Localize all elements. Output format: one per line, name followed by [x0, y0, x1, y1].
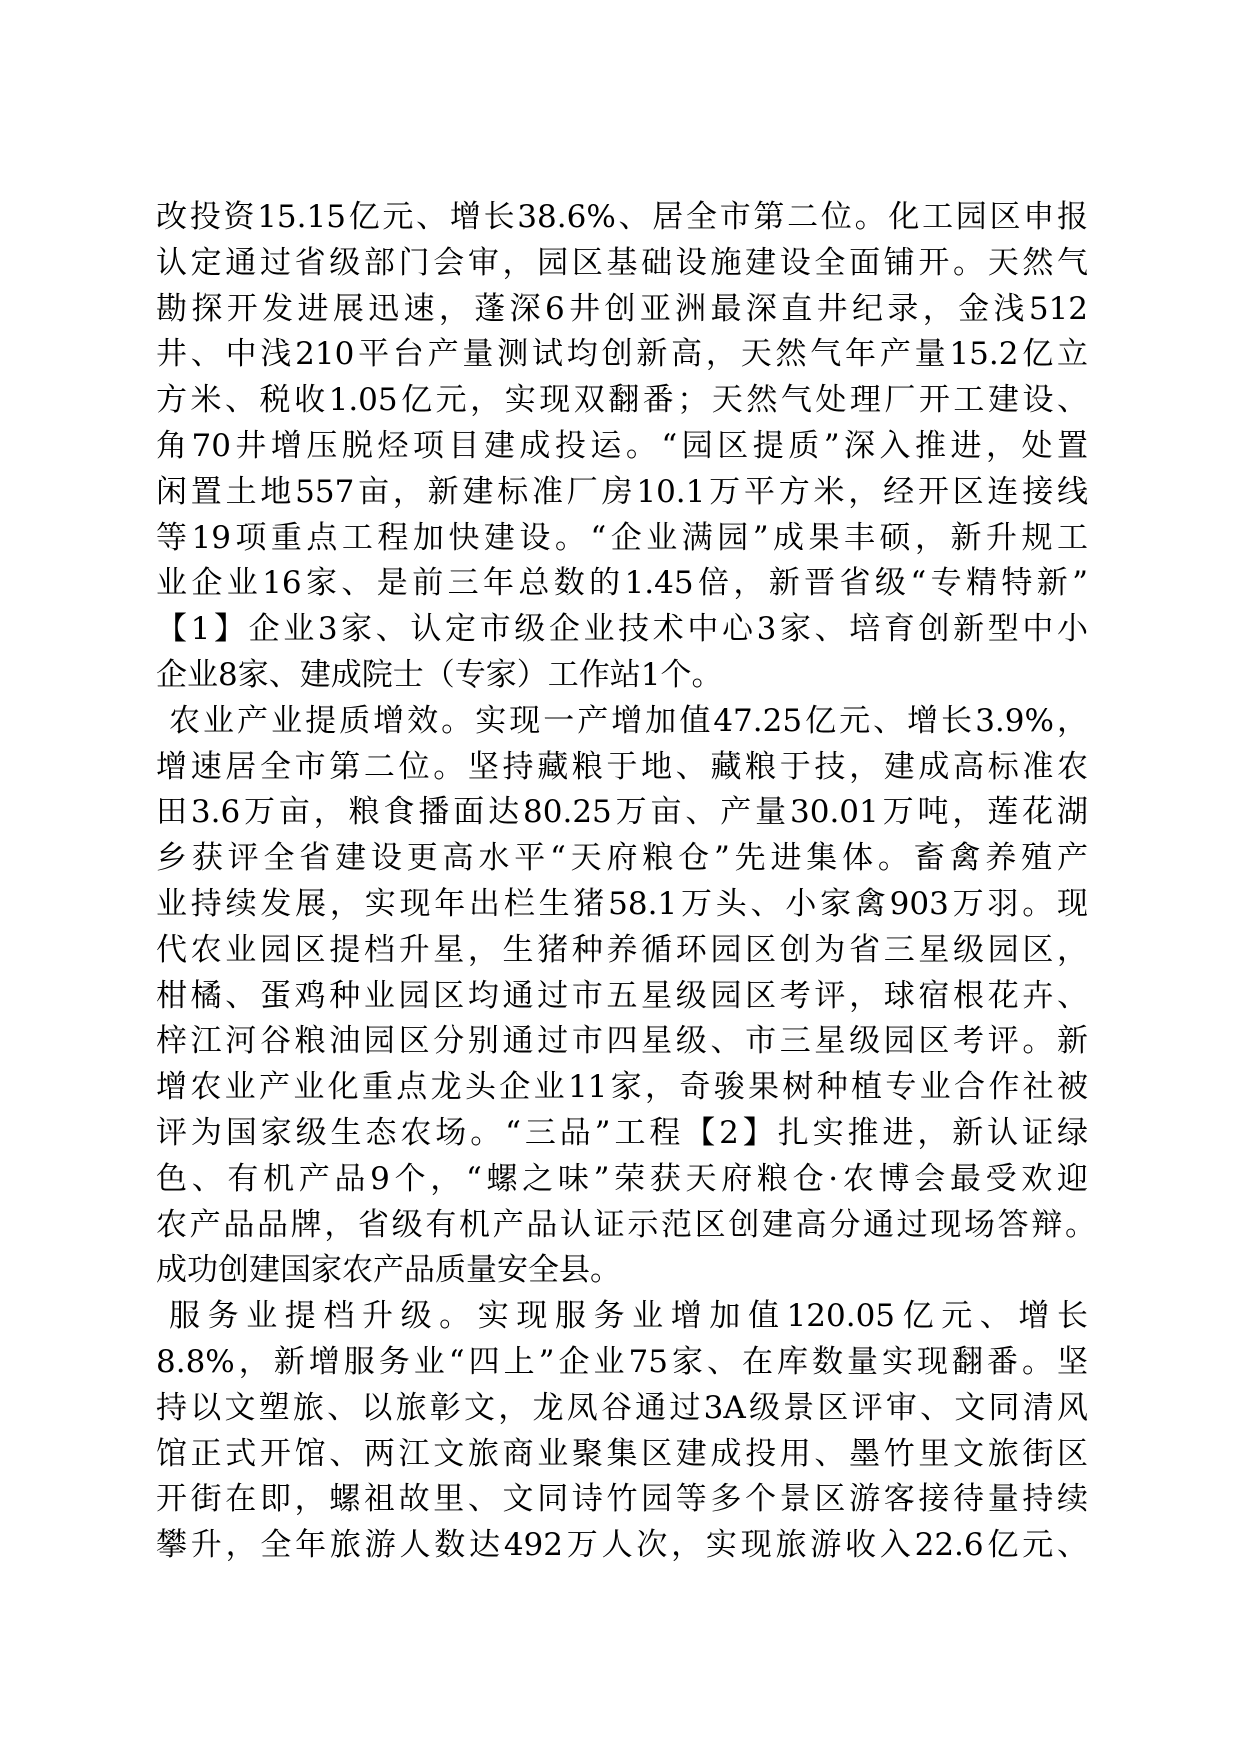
text-line: 农产品品牌，省级有机产品认证示范区创建高分通过现场答辩。 [156, 1206, 1096, 1243]
text-line: 攀升，全年旅游人数达492万人次，实现旅游收入22.6亿元、 [156, 1527, 1088, 1564]
text-line: 井、中浅210平台产量测试均创新高，天然气年产量15.2亿立 [156, 336, 1088, 373]
text-line: 等19项重点工程加快建设。“企业满园”成果丰硕，新升规工 [156, 519, 1088, 556]
text-line: 闲置土地557亩，新建标准厂房10.1万平方米，经开区连接线 [156, 473, 1088, 510]
text-line: 增速居全市第二位。坚持藏粮于地、藏粮于技，建成高标准农 [156, 748, 1088, 785]
text-line: 柑橘、蛋鸡种业园区均通过市五星级园区考评，球宿根花卉、 [156, 977, 1088, 1014]
body-text [156, 195, 1096, 1569]
text-line: 认定通过省级部门会审，园区基础设施建设全面铺开。天然气 [156, 244, 1088, 281]
section-heading-line: 农业产业提质增效。实现一产增加值47.25亿元、增长3.9%， [169, 702, 1088, 739]
text-line: 田3.6万亩，粮食播面达80.25万亩、产量30.01万吨，莲花湖 [156, 794, 1088, 831]
text-line: 评为国家级生态农场。“三品”工程【2】扎实推进，新认证绿 [156, 1114, 1088, 1151]
text-line: 梓江河谷粮油园区分别通过市四星级、市三星级园区考评。新 [156, 1023, 1088, 1060]
text-line: 8.8%，新增服务业“四上”企业75家、在库数量实现翻番。坚 [156, 1343, 1088, 1380]
text-line: 开街在即，螺祖故里、文同诗竹园等多个景区游客接待量持续 [156, 1481, 1088, 1518]
text-line: 乡获评全省建设更高水平“天府粮仓”先进集体。畜禽养殖产 [156, 840, 1088, 877]
text-line: 馆正式开馆、两江文旅商业聚集区建成投用、墨竹里文旅街区 [156, 1435, 1088, 1472]
text-line: 持以文塑旅、以旅彰文，龙凤谷通过3A级景区评审、文同清风 [156, 1389, 1088, 1426]
section-heading-line: 服务业提档升级。实现服务业增加值120.05亿元、增长 [169, 1298, 1088, 1335]
text-line: 【1】企业3家、认定市级企业技术中心3家、培育创新型中小 [156, 611, 1088, 648]
text-line: 成功创建国家农产品质量安全县。 [156, 1252, 621, 1289]
text-line: 代农业园区提档升星，生猪种养循环园区创为省三星级园区， [156, 931, 1088, 968]
text-line: 方米、税收1.05亿元，实现双翻番；天然气处理厂开工建设、 [156, 382, 1088, 419]
text-line: 勘探开发进展迅速，蓬深6井创亚洲最深直井纪录，金浅512 [156, 290, 1088, 327]
text-line: 业持续发展，实现年出栏生猪58.1万头、小家禽903万羽。现 [156, 885, 1088, 922]
text-line: 色、有机产品9个，“螺之味”荣获天府粮仓·农博会最受欢迎 [156, 1160, 1088, 1197]
text-line: 业企业16家、是前三年总数的1.45倍，新晋省级“专精特新” [156, 565, 1088, 602]
text-line: 企业8家、建成院士（专家）工作站1个。 [156, 656, 723, 693]
text-line: 增农业产业化重点龙头企业11家，奇骏果树种植专业合作社被 [156, 1069, 1088, 1106]
text-line: 改投资15.15亿元、增长38.6%、居全市第二位。化工园区申报 [156, 199, 1088, 235]
text-line: 角70井增压脱烃项目建成投运。“园区提质”深入推进，处置 [156, 427, 1088, 464]
